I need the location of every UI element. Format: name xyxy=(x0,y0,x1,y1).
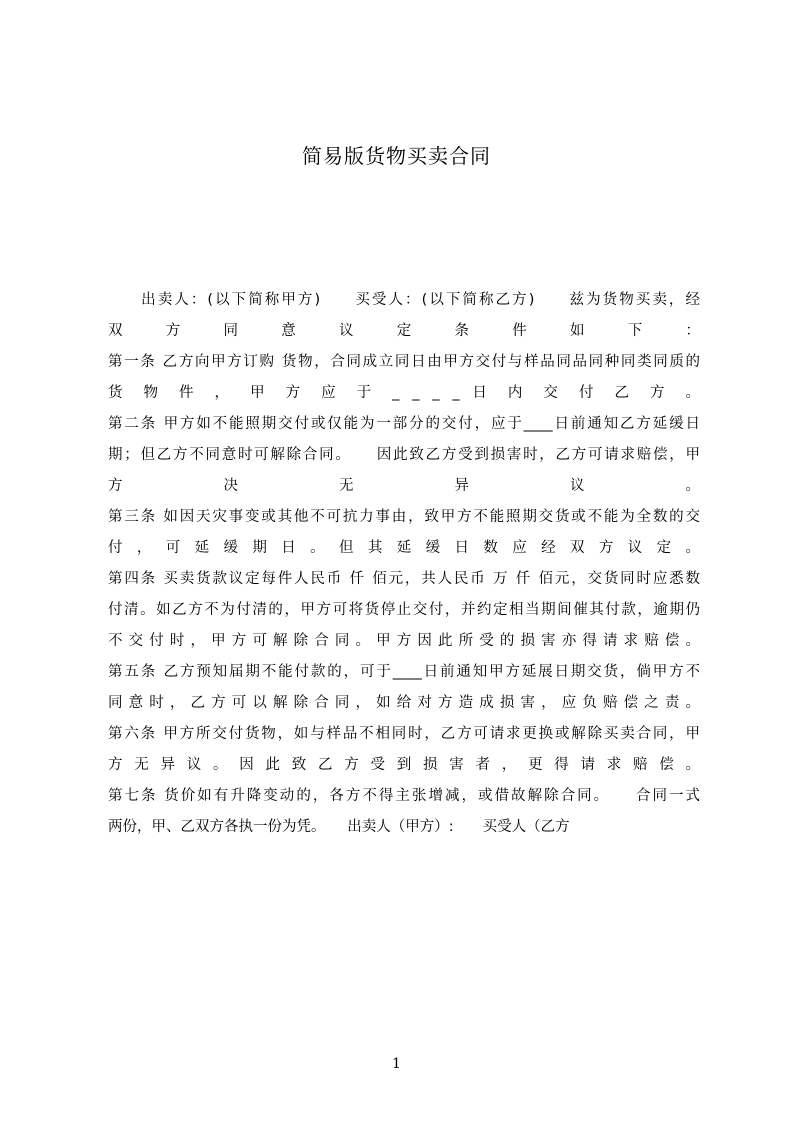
body-line: 期；但乙方不同意时可解除合同。 因此致乙方受到损害时，乙方可请求赔偿，甲 xyxy=(108,447,700,463)
body-line: 第六条 甲方所交付货物，如与样品不相同时，乙方可请求更换或解除买卖合同，甲 xyxy=(108,726,700,742)
document-title: 简易版货物买卖合同 xyxy=(302,144,491,168)
body-line: 付清。如乙方不为付清的，甲方可将货停止交付，并约定相当期间催其付款，逾期仍 xyxy=(108,602,700,618)
body-line: 货 物 件 ， 甲 方 应 于 _ _ _ _ 日 内 交 付 乙 方 。 xyxy=(108,385,700,401)
body-line: 同 意 时 ， 乙 方 可 以 解 除 合 同 ， 如 给 对 方 造 成 损 害 ， 应 负 赔 偿 之 责 。 xyxy=(108,695,700,711)
page-number: 1 xyxy=(392,1056,401,1072)
body-line: 方 决 无 异 议 。 xyxy=(108,478,700,494)
body-line: 不 交 付 时 ， 甲 方 可 解 除 合 同 。 甲 方 因 此 所 受 的 损 害 亦 得 请 求 赔 偿 。 xyxy=(108,633,700,649)
body-line: 付 ， 可 延 缓 期 日 。 但 其 延 缓 日 数 应 经 双 方 议 定 。 xyxy=(108,540,700,556)
body-line: 第四条 买卖货款议定每件人民币 仟 佰元，共人民币 万 仟 佰元，交货同时应悉数 xyxy=(108,571,700,587)
body-line: 第五条 乙方预知届期不能付款的，可于____日前通知甲方延展日期交货，倘甲方不 xyxy=(108,664,700,680)
body-line: 第二条 甲方如不能照期交付或仅能为一部分的交付，应于____日前通知乙方延缓日 xyxy=(108,416,700,432)
body-line: 方 无 异 议 。 因 此 致 乙 方 受 到 损 害 者 ， 更 得 请 求 赔 偿 。 xyxy=(108,757,700,773)
contract-body xyxy=(108,285,700,843)
body-line: 第一条 乙方向甲方订购 货物，合同成立同日由甲方交付与样品同品同种同类同质的 xyxy=(108,354,700,370)
body-line: 第三条 如因天灾事变或其他不可抗力事由，致甲方不能照期交货或不能为全数的交 xyxy=(108,509,700,525)
body-line: 双 方 同 意 议 定 条 件 如 下 ： xyxy=(108,323,700,339)
body-line: 第七条 货价如有升降变动的，各方不得主张增减，或借故解除合同。 合同一式 xyxy=(108,788,700,804)
body-line: 出卖人：(以下简称甲方) 买受人：(以下简称乙方) 兹为货物买卖，经 xyxy=(108,292,700,308)
body-line: 两份，甲、乙双方各执一份为凭。 出卖人（甲方）: 买受人（乙方 xyxy=(108,819,570,835)
